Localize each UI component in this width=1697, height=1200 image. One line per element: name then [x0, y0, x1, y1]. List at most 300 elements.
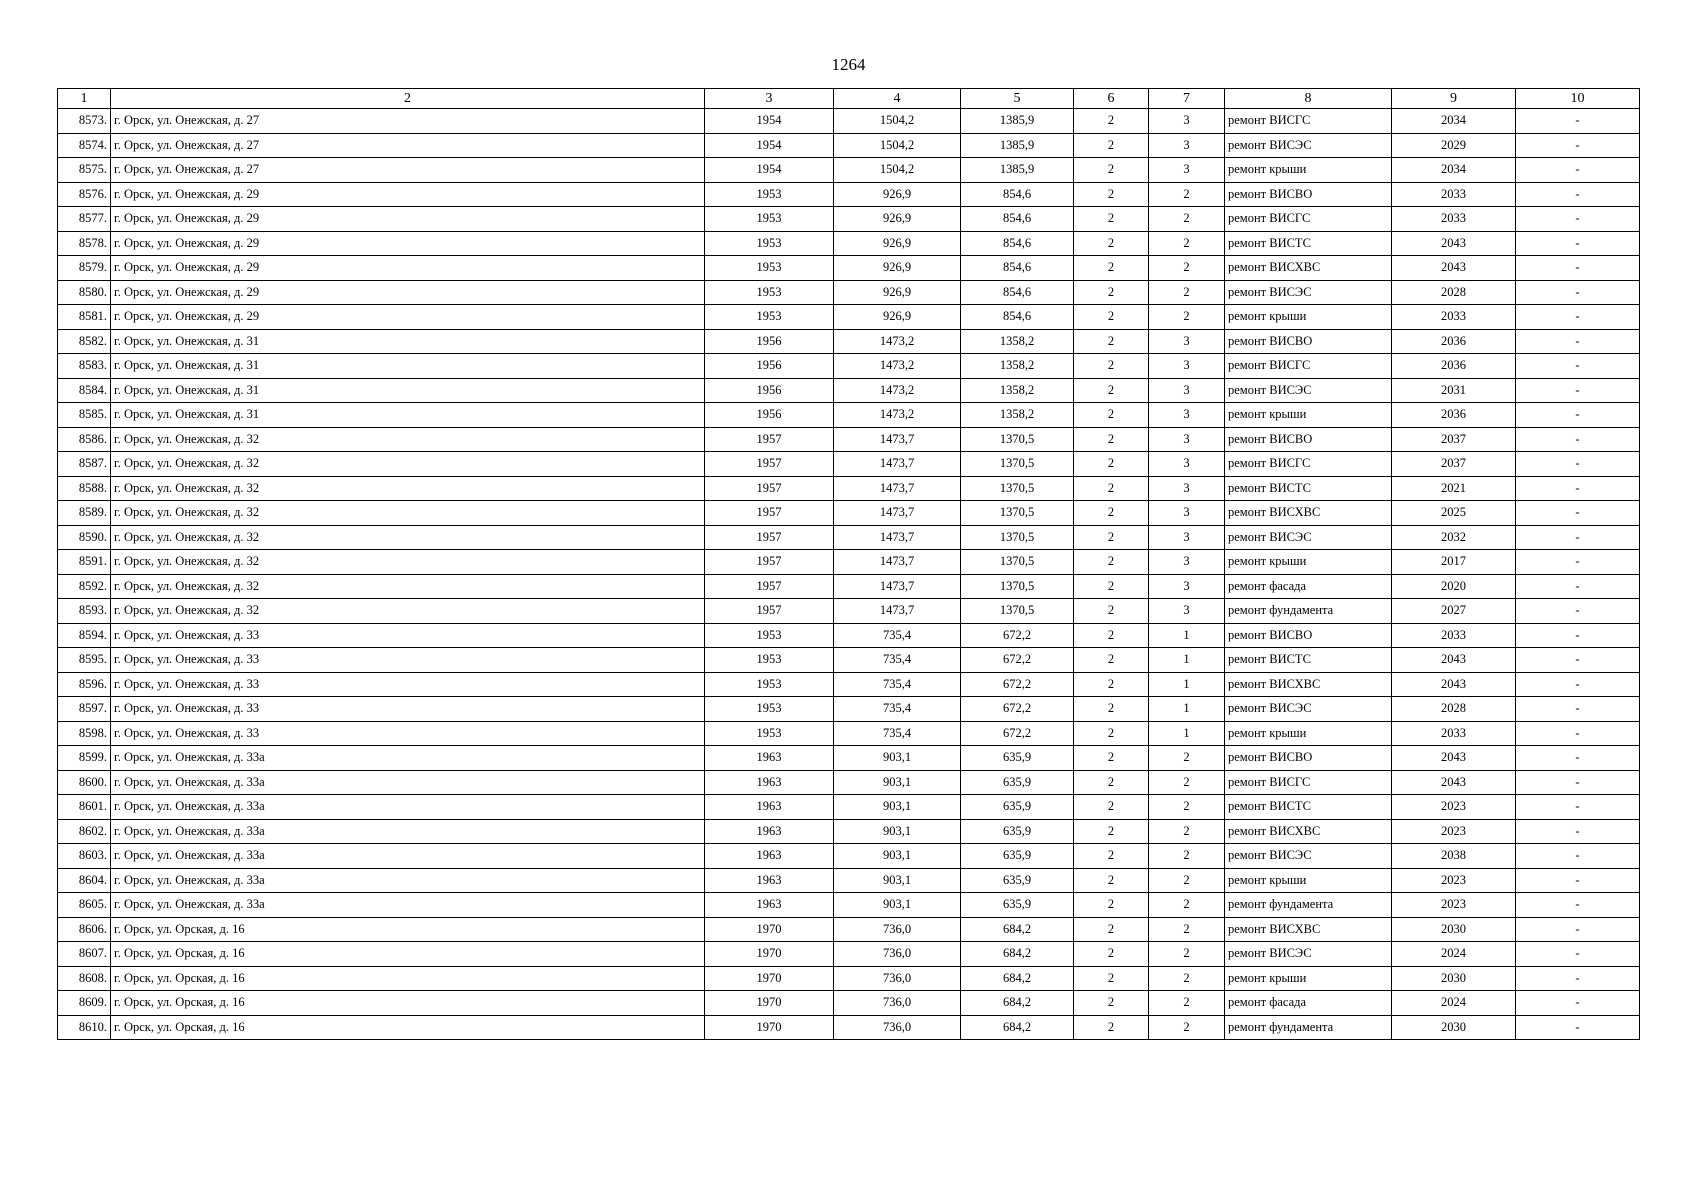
cell-address: г. Орск, ул. Онежская, д. 33а [111, 795, 705, 820]
cell-entrances: 3 [1149, 378, 1225, 403]
cell-floors: 2 [1074, 182, 1149, 207]
cell-repair-type: ремонт ВИСЭС [1225, 280, 1392, 305]
cell-repair-type: ремонт крыши [1225, 721, 1392, 746]
cell-living-area: 1358,2 [961, 329, 1074, 354]
cell-total-area: 1473,2 [834, 329, 961, 354]
column-header-10: 10 [1516, 89, 1640, 109]
cell-entrances: 2 [1149, 966, 1225, 991]
cell-planned-year: 2033 [1392, 182, 1516, 207]
column-header-4: 4 [834, 89, 961, 109]
cell-year-built: 1953 [705, 182, 834, 207]
cell-row-number: 8582. [58, 329, 111, 354]
table-row [58, 476, 1640, 501]
cell-year-built: 1953 [705, 648, 834, 673]
cell-entrances: 2 [1149, 795, 1225, 820]
cell-entrances: 2 [1149, 991, 1225, 1016]
cell-note: - [1516, 378, 1640, 403]
cell-planned-year: 2023 [1392, 893, 1516, 918]
cell-repair-type: ремонт ВИСТС [1225, 648, 1392, 673]
cell-row-number: 8608. [58, 966, 111, 991]
cell-floors: 2 [1074, 476, 1149, 501]
cell-total-area: 735,4 [834, 697, 961, 722]
cell-total-area: 926,9 [834, 305, 961, 330]
cell-total-area: 1473,7 [834, 550, 961, 575]
column-header-9: 9 [1392, 89, 1516, 109]
cell-planned-year: 2023 [1392, 819, 1516, 844]
cell-row-number: 8588. [58, 476, 111, 501]
table-row [58, 795, 1640, 820]
cell-address: г. Орск, ул. Орская, д. 16 [111, 991, 705, 1016]
cell-row-number: 8593. [58, 599, 111, 624]
cell-entrances: 2 [1149, 280, 1225, 305]
cell-row-number: 8579. [58, 256, 111, 281]
cell-note: - [1516, 452, 1640, 477]
cell-living-area: 1358,2 [961, 378, 1074, 403]
cell-total-area: 736,0 [834, 942, 961, 967]
cell-total-area: 1504,2 [834, 158, 961, 183]
cell-floors: 2 [1074, 623, 1149, 648]
table-row [58, 231, 1640, 256]
cell-floors: 2 [1074, 329, 1149, 354]
cell-row-number: 8596. [58, 672, 111, 697]
cell-repair-type: ремонт фасада [1225, 991, 1392, 1016]
cell-total-area: 926,9 [834, 182, 961, 207]
table-row [58, 280, 1640, 305]
cell-living-area: 1370,5 [961, 574, 1074, 599]
cell-living-area: 684,2 [961, 991, 1074, 1016]
cell-entrances: 2 [1149, 1015, 1225, 1040]
table-row [58, 893, 1640, 918]
cell-note: - [1516, 623, 1640, 648]
cell-floors: 2 [1074, 942, 1149, 967]
table-row [58, 329, 1640, 354]
cell-living-area: 684,2 [961, 966, 1074, 991]
cell-floors: 2 [1074, 280, 1149, 305]
cell-repair-type: ремонт фундамента [1225, 1015, 1392, 1040]
cell-row-number: 8578. [58, 231, 111, 256]
cell-repair-type: ремонт ВИСХВС [1225, 501, 1392, 526]
cell-year-built: 1953 [705, 623, 834, 648]
cell-year-built: 1963 [705, 844, 834, 869]
cell-row-number: 8604. [58, 868, 111, 893]
cell-repair-type: ремонт ВИСЭС [1225, 844, 1392, 869]
cell-note: - [1516, 476, 1640, 501]
cell-floors: 2 [1074, 109, 1149, 134]
cell-floors: 2 [1074, 697, 1149, 722]
cell-entrances: 3 [1149, 403, 1225, 428]
column-header-6: 6 [1074, 89, 1149, 109]
cell-row-number: 8576. [58, 182, 111, 207]
cell-address: г. Орск, ул. Онежская, д. 33 [111, 623, 705, 648]
table-header-row [58, 89, 1640, 109]
table-row [58, 182, 1640, 207]
cell-living-area: 672,2 [961, 697, 1074, 722]
cell-repair-type: ремонт крыши [1225, 550, 1392, 575]
cell-repair-type: ремонт фундамента [1225, 893, 1392, 918]
cell-row-number: 8591. [58, 550, 111, 575]
cell-living-area: 635,9 [961, 746, 1074, 771]
cell-repair-type: ремонт ВИСХВС [1225, 819, 1392, 844]
cell-year-built: 1957 [705, 452, 834, 477]
cell-total-area: 926,9 [834, 280, 961, 305]
cell-note: - [1516, 1015, 1640, 1040]
cell-note: - [1516, 819, 1640, 844]
cell-living-area: 684,2 [961, 917, 1074, 942]
cell-repair-type: ремонт ВИСТС [1225, 795, 1392, 820]
cell-living-area: 635,9 [961, 868, 1074, 893]
cell-living-area: 635,9 [961, 893, 1074, 918]
cell-row-number: 8581. [58, 305, 111, 330]
cell-total-area: 1473,7 [834, 525, 961, 550]
table-row [58, 623, 1640, 648]
cell-year-built: 1956 [705, 378, 834, 403]
cell-living-area: 1358,2 [961, 403, 1074, 428]
cell-entrances: 2 [1149, 942, 1225, 967]
cell-year-built: 1963 [705, 868, 834, 893]
table-row [58, 966, 1640, 991]
cell-floors: 2 [1074, 207, 1149, 232]
cell-planned-year: 2024 [1392, 942, 1516, 967]
cell-note: - [1516, 599, 1640, 624]
cell-year-built: 1970 [705, 1015, 834, 1040]
table-body [58, 109, 1640, 1040]
cell-repair-type: ремонт фасада [1225, 574, 1392, 599]
cell-note: - [1516, 256, 1640, 281]
cell-total-area: 903,1 [834, 868, 961, 893]
cell-floors: 2 [1074, 991, 1149, 1016]
cell-living-area: 635,9 [961, 844, 1074, 869]
cell-living-area: 635,9 [961, 770, 1074, 795]
cell-row-number: 8599. [58, 746, 111, 771]
cell-address: г. Орск, ул. Онежская, д. 31 [111, 354, 705, 379]
cell-entrances: 3 [1149, 133, 1225, 158]
cell-floors: 2 [1074, 746, 1149, 771]
cell-entrances: 3 [1149, 599, 1225, 624]
table-row [58, 501, 1640, 526]
cell-row-number: 8589. [58, 501, 111, 526]
cell-entrances: 2 [1149, 917, 1225, 942]
cell-living-area: 854,6 [961, 231, 1074, 256]
cell-total-area: 1473,7 [834, 427, 961, 452]
cell-year-built: 1953 [705, 721, 834, 746]
cell-planned-year: 2034 [1392, 109, 1516, 134]
cell-address: г. Орск, ул. Онежская, д. 29 [111, 280, 705, 305]
cell-year-built: 1957 [705, 427, 834, 452]
cell-total-area: 735,4 [834, 648, 961, 673]
cell-entrances: 2 [1149, 844, 1225, 869]
cell-repair-type: ремонт ВИСГС [1225, 354, 1392, 379]
cell-planned-year: 2036 [1392, 354, 1516, 379]
cell-total-area: 1473,2 [834, 354, 961, 379]
cell-entrances: 2 [1149, 207, 1225, 232]
cell-note: - [1516, 721, 1640, 746]
column-header-1: 1 [58, 89, 111, 109]
cell-address: г. Орск, ул. Онежская, д. 27 [111, 158, 705, 183]
table-row [58, 403, 1640, 428]
page-number: 1264 [831, 55, 866, 74]
cell-planned-year: 2025 [1392, 501, 1516, 526]
cell-note: - [1516, 501, 1640, 526]
cell-living-area: 1370,5 [961, 501, 1074, 526]
table-row [58, 697, 1640, 722]
cell-floors: 2 [1074, 574, 1149, 599]
cell-year-built: 1963 [705, 746, 834, 771]
cell-row-number: 8577. [58, 207, 111, 232]
table-row [58, 158, 1640, 183]
cell-living-area: 672,2 [961, 721, 1074, 746]
cell-planned-year: 2030 [1392, 966, 1516, 991]
table-row [58, 819, 1640, 844]
cell-entrances: 3 [1149, 476, 1225, 501]
cell-year-built: 1970 [705, 942, 834, 967]
cell-note: - [1516, 207, 1640, 232]
table-row [58, 354, 1640, 379]
cell-year-built: 1954 [705, 158, 834, 183]
cell-repair-type: ремонт ВИСВО [1225, 182, 1392, 207]
cell-total-area: 1473,7 [834, 574, 961, 599]
cell-row-number: 8580. [58, 280, 111, 305]
table-row [58, 427, 1640, 452]
cell-row-number: 8597. [58, 697, 111, 722]
cell-repair-type: ремонт ВИСЭС [1225, 133, 1392, 158]
cell-floors: 2 [1074, 378, 1149, 403]
cell-address: г. Орск, ул. Онежская, д. 31 [111, 329, 705, 354]
cell-row-number: 8573. [58, 109, 111, 134]
cell-address: г. Орск, ул. Онежская, д. 31 [111, 403, 705, 428]
cell-year-built: 1956 [705, 329, 834, 354]
cell-entrances: 3 [1149, 574, 1225, 599]
cell-floors: 2 [1074, 305, 1149, 330]
cell-living-area: 1385,9 [961, 109, 1074, 134]
cell-total-area: 736,0 [834, 917, 961, 942]
table-row [58, 868, 1640, 893]
cell-row-number: 8594. [58, 623, 111, 648]
cell-year-built: 1963 [705, 893, 834, 918]
cell-year-built: 1970 [705, 917, 834, 942]
cell-note: - [1516, 844, 1640, 869]
cell-entrances: 3 [1149, 550, 1225, 575]
cell-repair-type: ремонт крыши [1225, 966, 1392, 991]
cell-row-number: 8601. [58, 795, 111, 820]
cell-note: - [1516, 133, 1640, 158]
cell-year-built: 1963 [705, 770, 834, 795]
cell-year-built: 1957 [705, 599, 834, 624]
cell-note: - [1516, 795, 1640, 820]
cell-planned-year: 2033 [1392, 721, 1516, 746]
cell-year-built: 1953 [705, 207, 834, 232]
cell-floors: 2 [1074, 133, 1149, 158]
cell-row-number: 8595. [58, 648, 111, 673]
cell-year-built: 1953 [705, 305, 834, 330]
cell-repair-type: ремонт ВИСГС [1225, 207, 1392, 232]
cell-note: - [1516, 697, 1640, 722]
cell-note: - [1516, 550, 1640, 575]
cell-total-area: 1473,7 [834, 599, 961, 624]
cell-living-area: 1385,9 [961, 158, 1074, 183]
cell-address: г. Орск, ул. Онежская, д. 31 [111, 378, 705, 403]
cell-floors: 2 [1074, 917, 1149, 942]
cell-living-area: 1370,5 [961, 599, 1074, 624]
cell-total-area: 1473,7 [834, 476, 961, 501]
cell-address: г. Орск, ул. Онежская, д. 32 [111, 599, 705, 624]
cell-floors: 2 [1074, 354, 1149, 379]
cell-address: г. Орск, ул. Онежская, д. 33а [111, 746, 705, 771]
cell-repair-type: ремонт ВИСХВС [1225, 917, 1392, 942]
cell-note: - [1516, 280, 1640, 305]
table-row [58, 599, 1640, 624]
cell-address: г. Орск, ул. Онежская, д. 33 [111, 697, 705, 722]
cell-floors: 2 [1074, 599, 1149, 624]
cell-address: г. Орск, ул. Онежская, д. 32 [111, 550, 705, 575]
cell-total-area: 736,0 [834, 1015, 961, 1040]
cell-floors: 2 [1074, 427, 1149, 452]
cell-total-area: 735,4 [834, 721, 961, 746]
table-row [58, 378, 1640, 403]
cell-total-area: 903,1 [834, 770, 961, 795]
cell-row-number: 8592. [58, 574, 111, 599]
cell-planned-year: 2034 [1392, 158, 1516, 183]
cell-note: - [1516, 305, 1640, 330]
cell-planned-year: 2043 [1392, 746, 1516, 771]
cell-row-number: 8602. [58, 819, 111, 844]
cell-note: - [1516, 574, 1640, 599]
cell-repair-type: ремонт фундамента [1225, 599, 1392, 624]
table-row [58, 991, 1640, 1016]
cell-row-number: 8587. [58, 452, 111, 477]
column-header-2: 2 [111, 89, 705, 109]
cell-planned-year: 2028 [1392, 280, 1516, 305]
cell-row-number: 8585. [58, 403, 111, 428]
table-row [58, 770, 1640, 795]
cell-total-area: 736,0 [834, 966, 961, 991]
cell-note: - [1516, 746, 1640, 771]
cell-year-built: 1970 [705, 991, 834, 1016]
cell-total-area: 1504,2 [834, 133, 961, 158]
cell-repair-type: ремонт крыши [1225, 305, 1392, 330]
cell-entrances: 3 [1149, 158, 1225, 183]
cell-living-area: 854,6 [961, 305, 1074, 330]
cell-planned-year: 2032 [1392, 525, 1516, 550]
table-row [58, 305, 1640, 330]
cell-note: - [1516, 672, 1640, 697]
cell-year-built: 1963 [705, 819, 834, 844]
cell-planned-year: 2023 [1392, 795, 1516, 820]
cell-entrances: 3 [1149, 525, 1225, 550]
cell-living-area: 1370,5 [961, 476, 1074, 501]
table-row [58, 256, 1640, 281]
cell-planned-year: 2017 [1392, 550, 1516, 575]
cell-floors: 2 [1074, 721, 1149, 746]
cell-entrances: 2 [1149, 770, 1225, 795]
cell-total-area: 1473,2 [834, 378, 961, 403]
cell-note: - [1516, 893, 1640, 918]
cell-planned-year: 2036 [1392, 329, 1516, 354]
cell-floors: 2 [1074, 550, 1149, 575]
cell-year-built: 1957 [705, 550, 834, 575]
table-row [58, 574, 1640, 599]
table-row [58, 1015, 1640, 1040]
cell-planned-year: 2033 [1392, 305, 1516, 330]
cell-floors: 2 [1074, 501, 1149, 526]
cell-total-area: 926,9 [834, 256, 961, 281]
cell-year-built: 1953 [705, 256, 834, 281]
table-row [58, 109, 1640, 134]
cell-living-area: 672,2 [961, 623, 1074, 648]
cell-year-built: 1957 [705, 574, 834, 599]
cell-floors: 2 [1074, 844, 1149, 869]
cell-address: г. Орск, ул. Онежская, д. 32 [111, 427, 705, 452]
cell-row-number: 8584. [58, 378, 111, 403]
cell-row-number: 8586. [58, 427, 111, 452]
cell-row-number: 8575. [58, 158, 111, 183]
cell-floors: 2 [1074, 525, 1149, 550]
column-header-3: 3 [705, 89, 834, 109]
cell-living-area: 1358,2 [961, 354, 1074, 379]
cell-row-number: 8609. [58, 991, 111, 1016]
cell-entrances: 1 [1149, 672, 1225, 697]
cell-row-number: 8610. [58, 1015, 111, 1040]
cell-address: г. Орск, ул. Онежская, д. 29 [111, 305, 705, 330]
cell-address: г. Орск, ул. Орская, д. 16 [111, 942, 705, 967]
cell-note: - [1516, 354, 1640, 379]
cell-planned-year: 2043 [1392, 231, 1516, 256]
cell-year-built: 1956 [705, 354, 834, 379]
cell-entrances: 3 [1149, 501, 1225, 526]
cell-floors: 2 [1074, 966, 1149, 991]
cell-planned-year: 2036 [1392, 403, 1516, 428]
cell-note: - [1516, 329, 1640, 354]
cell-entrances: 3 [1149, 427, 1225, 452]
cell-total-area: 1473,2 [834, 403, 961, 428]
cell-entrances: 3 [1149, 109, 1225, 134]
cell-floors: 2 [1074, 819, 1149, 844]
cell-note: - [1516, 182, 1640, 207]
cell-repair-type: ремонт ВИСГС [1225, 452, 1392, 477]
cell-planned-year: 2033 [1392, 623, 1516, 648]
cell-year-built: 1953 [705, 672, 834, 697]
cell-floors: 2 [1074, 770, 1149, 795]
cell-floors: 2 [1074, 452, 1149, 477]
cell-living-area: 1370,5 [961, 427, 1074, 452]
cell-year-built: 1954 [705, 109, 834, 134]
cell-floors: 2 [1074, 672, 1149, 697]
cell-living-area: 1370,5 [961, 550, 1074, 575]
cell-living-area: 1370,5 [961, 525, 1074, 550]
cell-planned-year: 2043 [1392, 256, 1516, 281]
cell-row-number: 8606. [58, 917, 111, 942]
cell-floors: 2 [1074, 868, 1149, 893]
table-row [58, 452, 1640, 477]
cell-year-built: 1963 [705, 795, 834, 820]
cell-floors: 2 [1074, 648, 1149, 673]
column-header-7: 7 [1149, 89, 1225, 109]
cell-repair-type: ремонт ВИСВО [1225, 427, 1392, 452]
cell-planned-year: 2023 [1392, 868, 1516, 893]
cell-row-number: 8603. [58, 844, 111, 869]
cell-living-area: 854,6 [961, 182, 1074, 207]
cell-living-area: 854,6 [961, 207, 1074, 232]
cell-planned-year: 2029 [1392, 133, 1516, 158]
cell-living-area: 672,2 [961, 672, 1074, 697]
cell-note: - [1516, 966, 1640, 991]
cell-repair-type: ремонт ВИСГС [1225, 770, 1392, 795]
cell-row-number: 8605. [58, 893, 111, 918]
cell-entrances: 3 [1149, 452, 1225, 477]
cell-entrances: 2 [1149, 893, 1225, 918]
cell-note: - [1516, 868, 1640, 893]
cell-planned-year: 2020 [1392, 574, 1516, 599]
cell-year-built: 1970 [705, 966, 834, 991]
